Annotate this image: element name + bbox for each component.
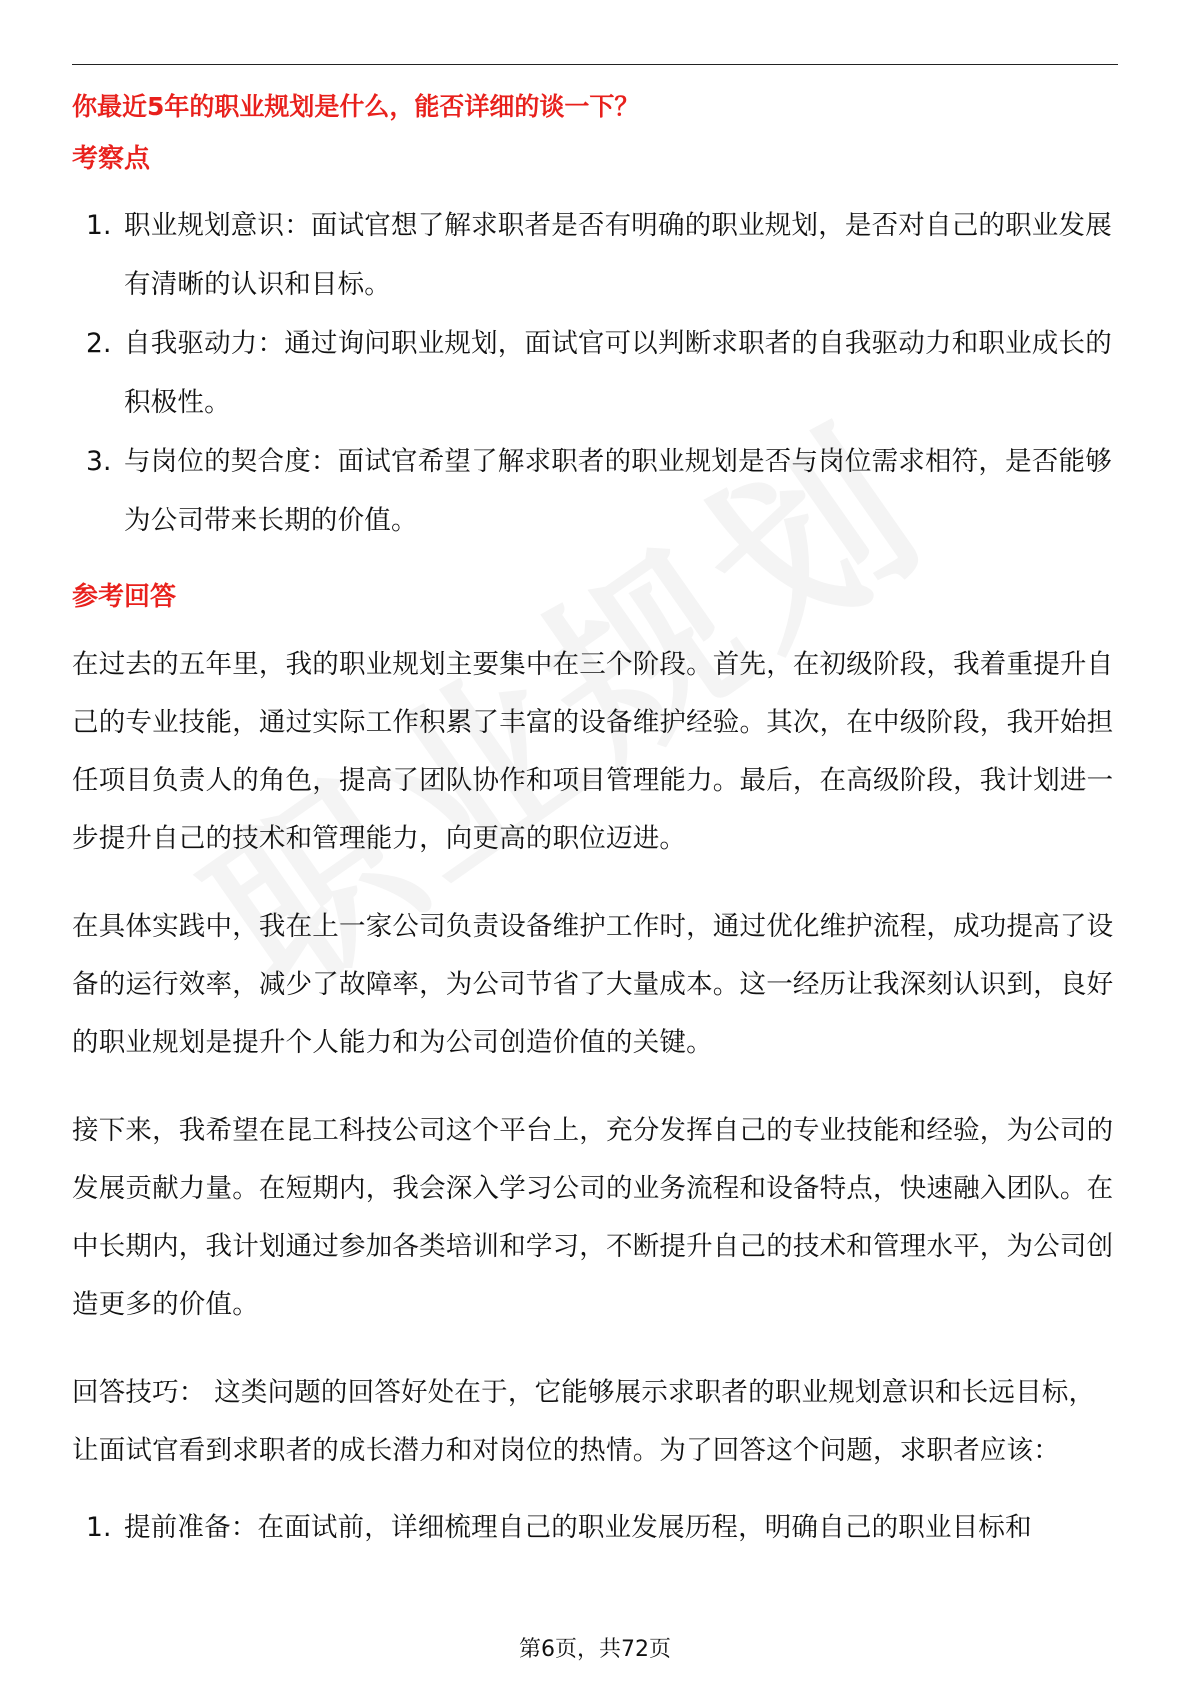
exam-point-text: 自我驱动力：通过询问职业规划，面试官可以判断求职者的自我驱动力和职业成长的积极性。: [124, 328, 1112, 418]
exam-point-item: [72, 314, 1118, 432]
page-footer: 第6页，共72页: [519, 1637, 671, 1662]
list-number: 1.: [86, 1512, 112, 1543]
exam-point-text: 职业规划意识：面试官想了解求职者是否有明确的职业规划，是否对自己的职业发展有清晰的认识和目标。: [124, 210, 1112, 300]
list-number: 2.: [86, 328, 112, 359]
list-number: 3.: [86, 446, 112, 477]
top-divider: [72, 64, 1118, 65]
question-heading: 你最近5年的职业规划是什么，能否详细的谈一下？: [72, 92, 640, 121]
answer-paragraph: 在过去的五年里，我的职业规划主要集中在三个阶段。首先，在初级阶段，我着重提升自己的专业技能，通过实际工作积累了丰富的设备维护经验。其次，在中级阶段，我开始担任项目负责人的角色，提高了团队协作和项目管理能力。最后，在高级阶段，我计划进一步提升自己的技术和管理能力，向更高的职位迈进。: [72, 649, 1114, 854]
tips-list: [72, 1498, 1118, 1557]
answer-paragraph: 接下来，我希望在昆工科技公司这个平台上，充分发挥自己的专业技能和经验，为公司的发展贡献力量。在短期内，我会深入学习公司的业务流程和设备特点，快速融入团队。在中长期内，我计划通过参加各类培训和学习，不断提升自己的技术和管理水平，为公司创造更多的价值。: [72, 1115, 1114, 1320]
exam-point-item: [72, 196, 1118, 314]
answer-paragraph: 在具体实践中，我在上一家公司负责设备维护工作时，通过优化维护流程，成功提高了设备的运行效率，减少了故障率，为公司节省了大量成本。这一经历让我深刻认识到，良好的职业规划是提升个人能力和为公司创造价值的关键。: [72, 911, 1114, 1058]
tip-text: 提前准备：在面试前，详细梳理自己的职业发展历程，明确自己的职业目标和: [124, 1512, 1032, 1543]
answer-tips-paragraph: 回答技巧： 这类问题的回答好处在于，它能够展示求职者的职业规划意识和长远目标，让面试官看到求职者的成长潜力和对岗位的热情。为了回答这个问题，求职者应该：: [72, 1377, 1096, 1466]
exam-points-list: [72, 196, 1118, 550]
tip-item: [72, 1498, 1118, 1557]
reference-answer-title: 参考回答: [72, 582, 177, 612]
exam-point-text: 与岗位的契合度：面试官希望了解求职者的职业规划是否与岗位需求相符，是否能够为公司带来长期的价值。: [124, 446, 1112, 536]
exam-points-title: 考察点: [72, 144, 151, 174]
exam-point-item: [72, 432, 1118, 550]
list-number: 1.: [86, 210, 112, 241]
page-content: [72, 80, 1118, 1557]
